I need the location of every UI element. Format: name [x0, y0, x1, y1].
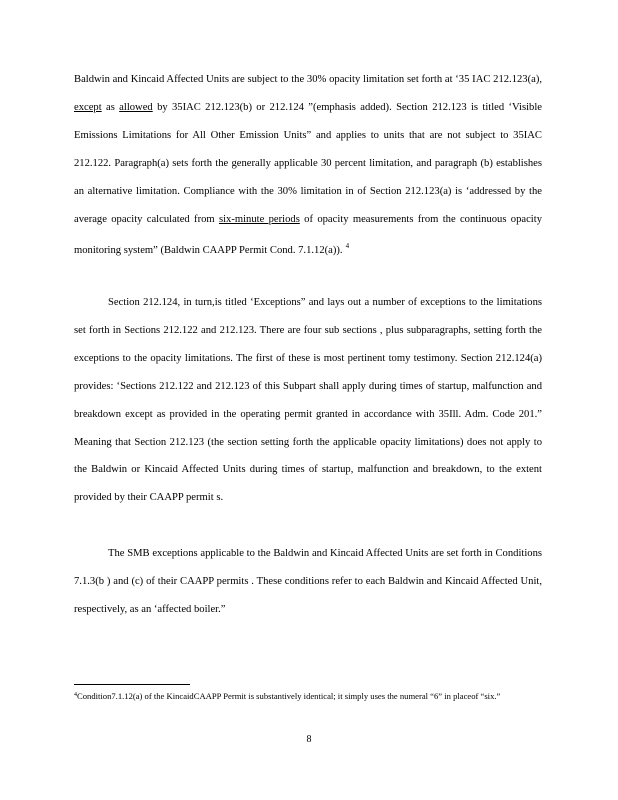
- paragraph-text: of opacity measurements from the continuous opacity monitoring system” (Baldwin CAAPP Permit Cond. 7.1.12(a)).: [74, 213, 542, 257]
- paragraph-text: by 35IAC 212.123(b) or 212.124 ”(emphasis added). Section 212.123 is titled ‘Visible Emissions Limitations for All Other Emission Units” and applies to units that are not subject to 35IAC 212.122. Paragraph(a) sets forth the generally applicable 30 percent limitation, and paragraph (b) establishes an alternative limitation. Compliance with the 30% limitation in of Section 212.123(a) is ‘addressed by the average opacity calculated from: [74, 101, 542, 225]
- paragraph-text: as: [101, 101, 120, 113]
- paragraph-exceptions: Section 212.124, in turn,is titled ‘Exceptions” and lays out a number of exceptions to the limitations set forth in Sections 212.122 and 212.123. There are four sub sections , plus subparagraphs, setting forth the exceptions to the opacity limitations. The first of these is most pertinent tomy testimony. Section 212.124(a) provides: ‘Sections 212.122 and 212.123 of this Subpart shall apply during times of startup, malfunction and breakdown except as provided in the operating permit granted in accordance with 35Ill. Adm. Code 201.” Meaning that Section 212.123 (the section setting forth the applicable opacity limitations) does not apply to the Baldwin or Kincaid Affected Units during times of startup, malfunction and breakdown, to the extent provided by their CAAPP permit s.: [74, 297, 542, 504]
- underlined-six-minute-periods: six-minute periods: [218, 213, 300, 225]
- paragraph-smb-exceptions: The SMB exceptions applicable to the Baldwin and Kincaid Affected Units are set forth in Conditions 7.1.3(b ) and (c) of their CAAPP permits . These conditions refer to each Baldwin and Kincaid Affected Unit, respectively, as an ‘affected boiler.”: [74, 548, 542, 615]
- footnote-separator: [74, 684, 190, 685]
- page-number: 8: [306, 734, 312, 745]
- footnote-reference: 4: [345, 242, 350, 251]
- underlined-allowed: allowed: [119, 101, 153, 113]
- paragraph-opacity-limitation: [74, 66, 542, 265]
- underlined-except: except: [74, 101, 102, 113]
- paragraph-text: Baldwin and Kincaid Affected Units are subject to the 30% opacity limitation set forth at ‘35 IAC 212.123(a),: [74, 74, 542, 85]
- footnote-text: Condition7.1.12(a) of the KincaidCAAPP Permit is substantively identical; it simply uses the numeral “6” in placeof “six.”: [77, 691, 501, 701]
- footnote-mark: 4: [74, 692, 77, 698]
- footnote: [74, 689, 530, 703]
